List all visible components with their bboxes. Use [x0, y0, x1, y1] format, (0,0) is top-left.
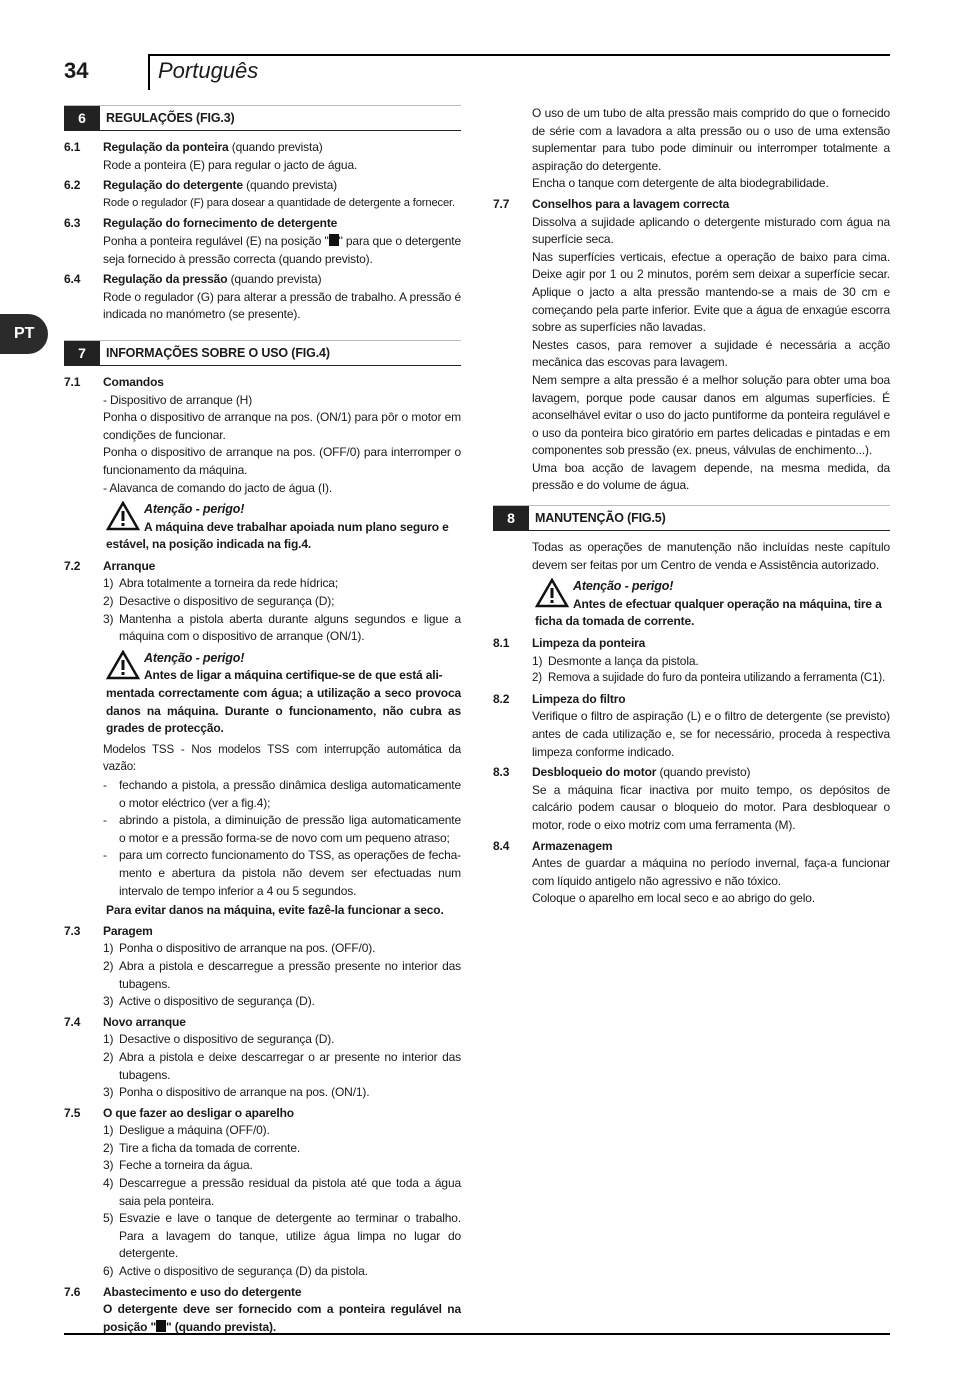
subsection-7-6 — [64, 1284, 461, 1337]
subsection-number: 6.4 — [64, 272, 81, 287]
paragraph: Rode a ponteira (E) para regular o jacto de água. — [103, 157, 358, 172]
list-item: 5) Esvazie e lave o tanque de detergente ao terminar o trabalho. Para a lavagem do tanque, utilize água limpa no lugar do detergente. — [103, 1210, 461, 1263]
subsection-title: Conselhos para a lavagem correcta — [532, 196, 730, 211]
subsection-title: Abastecimento e uso do detergente — [103, 1284, 302, 1299]
list-item-text: Abra a pistola e deixe descarregar o ar presente no interior das tubagens. — [119, 1049, 461, 1082]
subsection-7-4 — [64, 1014, 461, 1102]
paragraph: Verifique o filtro de aspiração (L) e o filtro de detergente (se previsto) antes de cada utilização e, se for necessário, proceda à respectiva limpeza conforme indicado. — [532, 709, 890, 759]
paragraph: Modelos TSS - Nos modelos TSS com interrupção automática da vazão: — [103, 743, 461, 774]
list-item: 1) Desactive o dispositivo de segurança (D). — [103, 1031, 461, 1049]
language-side-tab: PT — [0, 314, 48, 354]
paragraph — [103, 233, 461, 268]
subsection-number: 7.2 — [64, 558, 81, 573]
list-item: 1) Abra totalmente a torneira da rede hídrica; — [103, 575, 461, 593]
section-title: REGULAÇÕES (FIG.3) — [106, 111, 235, 125]
subsection-number: 7.5 — [64, 1105, 81, 1120]
section-8-header — [493, 505, 890, 531]
list-item-text: Abra a pistola e descarregue a pressão presente no interior das tubagens. — [119, 958, 461, 991]
section-title: MANUTENÇÃO (FIG.5) — [535, 511, 666, 526]
bullet-item: - para um correcto funcionamento do TSS, as operações de fecha-mento e abertura da pistola não devem ser efectuadas num intervalo de tempo inferior a 4 ou 5 segundos. — [103, 847, 461, 900]
subsection-title: Novo arranque — [103, 1014, 186, 1029]
list-item-text: Descarregue a pressão residual da pistola até que toda a água saia pela ponteira. — [119, 1176, 461, 1208]
subsection-suffix: (quando previsto) — [656, 765, 751, 780]
subsection-number: 6.3 — [64, 216, 81, 231]
paragraph — [103, 1301, 461, 1336]
warning-title: Atenção - perigo! — [573, 579, 674, 594]
warning-block — [106, 501, 461, 554]
list-item: 6) Active o dispositivo de segurança (D) da pistola. — [103, 1263, 461, 1281]
subsection-7-5 — [64, 1105, 461, 1281]
list-item-text: Remova a sujidade do furo da ponteira utilizando a ferramenta (C1). — [548, 672, 886, 685]
paragraph: Rode o regulador (F) para dosear a quantidade de detergente a fornecer. — [103, 196, 455, 209]
subsection-suffix: (quando prevista) — [227, 272, 322, 287]
subsection-8-4 — [493, 838, 890, 908]
subsection-6-2 — [64, 177, 461, 212]
list-item: 2) Abra a pistola e deixe descarregar o ar presente no interior das tubagens. — [103, 1049, 461, 1084]
bullet-text: abrindo a pistola, a diminuição de pressão liga automaticamente o motor e a pressão forma-se de novo com um pequeno atraso; — [119, 813, 461, 845]
list-item-text: Esvazie e lave o tanque de detergente ao terminar o trabalho. Para a lavagem do tanque, utilize água limpa no lugar do detergente. — [119, 1211, 461, 1261]
subsection-number: 8.4 — [493, 838, 510, 853]
warning-line: Antes de efectuar qualquer operação na máquina, tire a — [573, 596, 882, 611]
subsection-title: Regulação da ponteira — [103, 140, 229, 154]
subsection-number: 7.3 — [64, 923, 81, 938]
paragraph: Nem sempre a alta pressão é a melhor solução para obter uma boa lavagem, porque pode causar danos em algumas superfícies. É aconselhável evitar o uso do jacto puntiforme da ponteira regulável e o uso da ponteira bico giratório em partes delicadas e pintadas e em componentes sob pressão (ex. pneus, válvulas de enchimento...). — [532, 372, 890, 458]
nozzle-position-icon — [156, 1320, 166, 1332]
warning-line: A máquina deve trabalhar apoiada num plano seguro e — [144, 519, 449, 534]
warning-title: Atenção - perigo! — [144, 650, 245, 665]
subsection-suffix: (quando prevista) — [242, 178, 337, 193]
header-rule-vertical — [148, 54, 150, 90]
list-item: 2) Tire a ficha da tomada de corrente. — [103, 1140, 461, 1158]
header-rule-horizontal — [148, 54, 890, 56]
paragraph: Encha o tanque com detergente de alta biodegrabilidade. — [532, 176, 829, 191]
list-item: 3) Mantenha a pistola aberta durante alguns segundos e ligue a máquina com o dispositivo de arranque (ON/1). — [103, 611, 461, 646]
subsection-number: 6.2 — [64, 178, 81, 193]
right-column — [493, 105, 890, 908]
subsection-title: O que fazer ao desligar o aparelho — [103, 1105, 294, 1120]
language-title: Português — [158, 58, 259, 83]
list-item-text: Mantenha a pistola aberta durante alguns segundos e ligue a máquina com o dispositivo de arranque (ON/1). — [119, 611, 461, 644]
bullet-item: - fechando a pistola, a pressão dinâmica desliga automaticamente o motor eléctrico (ver a fig.4); — [103, 777, 461, 812]
list-item-text: Desactive o dispositivo de segurança (D); — [119, 594, 335, 609]
section-7-header — [64, 340, 461, 366]
bullet-text: para um correcto funcionamento do TSS, as operações de fecha-mento e abertura da pistola não devem ser efectuadas num intervalo de tempo inferior a 4 ou 5 segundos. — [119, 848, 461, 898]
subsection-title: Armazenagem — [532, 838, 613, 853]
subsection-number: 7.4 — [64, 1014, 81, 1029]
subsection-8-3 — [493, 764, 890, 834]
subsection-title: Limpeza do filtro — [532, 691, 626, 706]
subsection-7-2 — [64, 558, 461, 920]
list-item: 3) Active o dispositivo de segurança (D). — [103, 993, 461, 1011]
paragraph: Todas as operações de manutenção não incluídas neste capítulo devem ser feitas por um Centro de venda e Assistência autorizado. — [532, 540, 890, 572]
text-part: " para que o detergente seja fornecido à pressão correcta (quando previsto). — [103, 233, 461, 266]
list-item-text: Ponha o dispositivo de arranque na pos. (ON/1). — [119, 1085, 370, 1100]
warning-block — [535, 578, 890, 631]
warning-line: Antes de ligar a máquina certifique-se de que está ali- — [144, 668, 443, 683]
paragraph: Antes de guardar a máquina no período invernal, faça-a funcionar com líquido antigelo não agressivo e não tóxico. — [532, 856, 890, 888]
section-number: 6 — [64, 106, 100, 130]
warning-line: ficha da tomada de corrente. — [535, 614, 695, 629]
paragraph: Uma boa acção de lavagem depende, na mesma medida, da pressão e do volume de água. — [532, 460, 890, 493]
list-item-text: Desmonte a lança da pistola. — [548, 653, 699, 668]
subsection-6-4 — [64, 271, 461, 324]
list-item-text: Desligue a máquina (OFF/0). — [119, 1123, 270, 1138]
list-item-text: Active o dispositivo de segurança (D) da pistola. — [119, 1264, 368, 1279]
list-item: 4) Descarregue a pressão residual da pistola até que toda a água saia pela ponteira. — [103, 1175, 461, 1210]
subsection-7-1 — [64, 374, 461, 554]
list-item: 3) Feche a torneira da água. — [103, 1157, 461, 1175]
text-part: O detergente deve ser fornecido com a ponteira regulável na posição " — [103, 1302, 461, 1334]
subsection-number: 7.1 — [64, 374, 81, 389]
list-item: 2) Desactive o dispositivo de segurança (D); — [103, 593, 461, 611]
warning-text — [106, 667, 461, 737]
bullet-item: - abrindo a pistola, a diminuição de pressão liga automaticamente o motor e a pressão forma-se de novo com um pequeno atraso; — [103, 812, 461, 847]
list-item: 1) Desligue a máquina (OFF/0). — [103, 1122, 461, 1140]
subsection-title: Comandos — [103, 374, 164, 389]
warning-icon — [106, 501, 140, 531]
subsection-number: 7.6 — [64, 1284, 81, 1299]
nozzle-position-icon — [329, 234, 339, 246]
warning-title: Atenção - perigo! — [144, 502, 245, 517]
list-item-text: Active o dispositivo de segurança (D). — [119, 994, 315, 1009]
list-item: 2) Abra a pistola e descarregue a pressão presente no interior das tubagens. — [103, 958, 461, 993]
section-title: INFORMAÇÕES SOBRE O USO (FIG.4) — [106, 345, 330, 360]
subsection-6-1 — [64, 139, 461, 174]
warning-icon — [535, 578, 569, 608]
warning-line: mentada correctamente com água; a utilização a seco provoca danos na máquina. Durante o funcionamento, não cubra as grades de protecção. — [106, 686, 461, 736]
subsection-title: Paragem — [103, 923, 153, 938]
warning-text — [106, 519, 461, 554]
subsection-7-7 — [493, 196, 890, 495]
subsection-title: Limpeza da ponteira — [532, 636, 646, 651]
warning-icon — [106, 650, 140, 680]
list-item: 1) Desmonte a lança da pistola. — [532, 653, 890, 671]
section-number: 8 — [493, 506, 529, 530]
subsection-title: Arranque — [103, 558, 156, 573]
list-item-text: Desactive o dispositivo de segurança (D). — [119, 1032, 335, 1047]
text-part: " (quando prevista). — [166, 1319, 277, 1334]
subsection-8-1 — [493, 635, 890, 688]
paragraph: Nestes casos, para remover a sujidade é necessária a acção mecânica das escovas para lavagem. — [532, 337, 890, 370]
subsection-number: 7.7 — [493, 196, 510, 211]
paragraph: Ponha o dispositivo de arranque na pos. (ON/1) para pôr o motor em condições de funcionar. — [103, 410, 461, 442]
subsection-title: Regulação do fornecimento de detergente — [103, 216, 338, 231]
paragraph: Rode o regulador (G) para alterar a pressão de trabalho. A pressão é indicada no manómetro (se presente). — [103, 289, 461, 322]
note-bold: Para evitar danos na máquina, evite fazê-la funcionar a seco. — [106, 903, 444, 918]
subsection-title: Desbloqueio do motor — [532, 765, 657, 780]
warning-block — [106, 650, 461, 738]
warning-line: estável, na posição indicada na fig.4. — [106, 537, 312, 552]
subsection-8-2 — [493, 691, 890, 761]
subsection-suffix: (quando prevista) — [228, 140, 323, 154]
list-item: 2) Remova a sujidade do furo da ponteira utilizando a ferramenta (C1). — [532, 670, 890, 688]
list-item-text: Tire a ficha da tomada de corrente. — [119, 1140, 301, 1155]
list-item: 1) Ponha o dispositivo de arranque na pos. (OFF/0). — [103, 940, 461, 958]
left-column — [64, 105, 461, 1336]
page-number: 34 — [64, 58, 89, 83]
paragraph: Dissolva a sujidade aplicando o detergente misturado com água na superfície seca. — [532, 214, 890, 247]
warning-text — [535, 596, 890, 631]
paragraph: Nas superfícies verticais, efectue a operação de baixo para cima. Deixe agir por 1 ou 2 minutos, porém sem deixar a superfície secar. Aplique o jacto a alta pressão mantendo-se a mais de 30 cm e começando pela parte inferior. Evite que a água de enxagúe escorra sobre as superfícies não lavadas. — [532, 249, 890, 335]
paragraph: Coloque o aparelho em local seco e ao abrigo do gelo. — [532, 891, 815, 906]
paragraph: O uso de um tubo de alta pressão mais comprido do que o fornecido de série com a lavadora a alta pressão ou o uso de uma extensão suplementar para tubo pode diminuir ou interromper totalmente a aspiração do detergente. — [532, 106, 890, 173]
subsection-7-3 — [64, 923, 461, 1011]
paragraph: Ponha o dispositivo de arranque na pos. (OFF/0) para interromper o funcionamento da máquina. — [103, 445, 461, 477]
section-6-header — [64, 105, 461, 131]
list-item-text: Feche a torneira da água. — [119, 1158, 253, 1173]
text-part: Ponha a ponteira regulável (E) na posição " — [103, 233, 329, 248]
list-item-text: Abra totalmente a torneira da rede hídrica; — [119, 576, 339, 591]
subsection-number: 8.1 — [493, 636, 510, 651]
section-number: 7 — [64, 341, 100, 365]
subsection-number: 6.1 — [64, 140, 81, 154]
subsection-title: Regulação do detergente — [103, 178, 243, 193]
subsection-6-3 — [64, 215, 461, 268]
list-item-text: Ponha o dispositivo de arranque na pos. (OFF/0). — [119, 941, 376, 956]
list-item: 3) Ponha o dispositivo de arranque na pos. (ON/1). — [103, 1084, 461, 1102]
paragraph: Se a máquina ficar inactiva por muito tempo, os depósitos de calcário podem causar o bloqueio do motor. Para desbloquear o motor, rode o eixo motriz com uma ferramenta (M). — [532, 782, 890, 832]
bullet-text: fechando a pistola, a pressão dinâmica desliga automaticamente o motor eléctrico (ver a fig.4); — [119, 778, 461, 810]
subsection-number: 8.2 — [493, 691, 510, 706]
list-item: - Alavanca de comando do jacto de água (I). — [103, 480, 333, 495]
subsection-title: Regulação da pressão — [103, 272, 228, 287]
subsection-number: 8.3 — [493, 765, 510, 780]
list-item: - Dispositivo de arranque (H) — [103, 392, 253, 407]
